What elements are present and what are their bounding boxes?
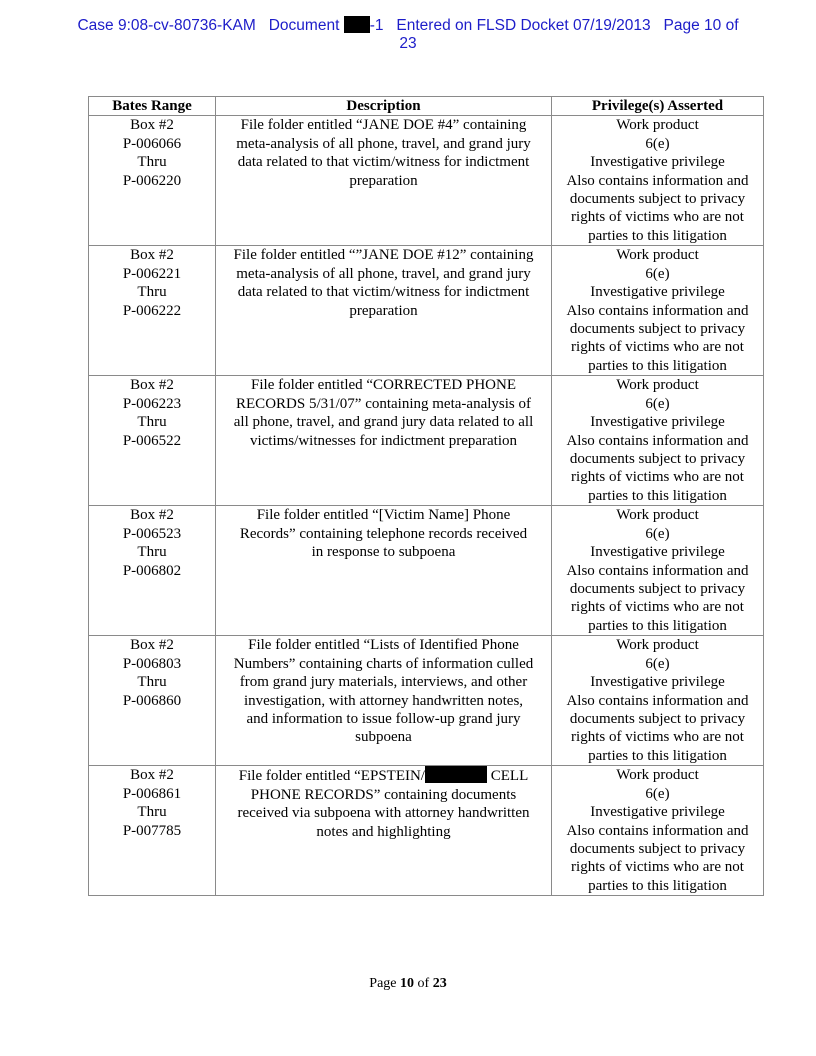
privilege-line: Investigative privilege xyxy=(590,804,725,821)
description-line: File folder entitled “Lists of Identified Phone xyxy=(248,637,519,654)
bates-line: P-006220 xyxy=(122,172,182,189)
description-line: File folder entitled “[Victim Name] Phone xyxy=(256,507,511,524)
privilege-line: Work product xyxy=(616,377,699,394)
table-row xyxy=(89,506,764,636)
privilege-line: Investigative privilege xyxy=(590,674,725,691)
bates-line: P-006066 xyxy=(122,135,182,152)
bates-cell xyxy=(89,246,216,376)
document-label: Document xyxy=(268,17,340,34)
description-line: notes and highlighting xyxy=(316,823,451,840)
footer-prefix: Page xyxy=(369,976,397,991)
privilege-line: Also contains information and xyxy=(566,692,749,709)
redaction-box xyxy=(344,16,370,33)
privilege-line: rights of victims who are not xyxy=(571,859,744,876)
description-line: preparation xyxy=(349,302,418,319)
privilege-line: Work product xyxy=(616,767,699,784)
bates-line: P-006222 xyxy=(122,302,182,319)
description-cell xyxy=(216,506,552,636)
privilege-line: 6(e) xyxy=(645,785,670,802)
footer-current-page: 10 xyxy=(400,976,415,991)
description-cell xyxy=(216,116,552,246)
description-line: from grand jury materials, interviews, and other xyxy=(239,674,528,691)
footer-of: of xyxy=(417,976,430,991)
bates-line: Thru xyxy=(137,674,167,691)
privileges-cell xyxy=(552,246,764,376)
bates-cell xyxy=(89,506,216,636)
privilege-line: 6(e) xyxy=(645,395,670,412)
bates-cell xyxy=(89,766,216,896)
privilege-line: Work product xyxy=(616,117,699,134)
privilege-line: rights of victims who are not xyxy=(571,469,744,486)
page-total: 23 xyxy=(399,35,417,52)
bates-line: Thru xyxy=(137,284,167,301)
privilege-line: parties to this litigation xyxy=(588,227,727,244)
description-line: investigation, with attorney handwritten notes, xyxy=(243,692,524,709)
description-cell xyxy=(216,766,552,896)
description-line: data related to that victim/witness for indictment xyxy=(237,284,530,301)
redaction-box xyxy=(425,766,487,783)
privilege-line: Work product xyxy=(616,507,699,524)
column-header-privileges: Privilege(s) Asserted xyxy=(552,97,764,116)
bates-line: P-006802 xyxy=(122,562,182,579)
privilege-line: Also contains information and xyxy=(566,562,749,579)
privilege-line: Also contains information and xyxy=(566,432,749,449)
table-header-row xyxy=(89,97,764,116)
description-line: data related to that victim/witness for indictment xyxy=(237,154,530,171)
bates-line: P-006221 xyxy=(122,265,182,282)
privileges-cell xyxy=(552,766,764,896)
privilege-line: parties to this litigation xyxy=(588,357,727,374)
entered-date: Entered on FLSD Docket 07/19/2013 xyxy=(396,17,651,34)
column-header-description: Description xyxy=(216,97,552,116)
bates-cell xyxy=(89,116,216,246)
bates-line: Thru xyxy=(137,414,167,431)
bates-line: P-007785 xyxy=(122,822,182,839)
description-line xyxy=(218,766,549,785)
bates-line: Box #2 xyxy=(130,377,174,394)
privilege-line: 6(e) xyxy=(645,265,670,282)
bates-line: Thru xyxy=(137,544,167,561)
bates-line: Box #2 xyxy=(130,247,174,264)
page-footer xyxy=(0,976,816,992)
privilege-line: Investigative privilege xyxy=(590,414,725,431)
description-line: Records” containing telephone records received xyxy=(239,525,528,542)
privilege-line: Work product xyxy=(616,247,699,264)
case-number: Case 9:08-cv-80736-KAM xyxy=(77,17,256,34)
bates-line: P-006860 xyxy=(122,692,182,709)
column-header-bates: Bates Range xyxy=(89,97,216,116)
privilege-line: 6(e) xyxy=(645,525,670,542)
privilege-line: Work product xyxy=(616,637,699,654)
description-line: PHONE RECORDS” containing documents xyxy=(250,786,517,803)
description-line: Numbers” containing charts of information culled xyxy=(233,655,534,672)
bates-line: P-006223 xyxy=(122,395,182,412)
privileges-cell xyxy=(552,116,764,246)
privilege-line: documents subject to privacy xyxy=(569,711,746,728)
bates-line: Thru xyxy=(137,154,167,171)
bates-line: P-006522 xyxy=(122,432,182,449)
privilege-line: Investigative privilege xyxy=(590,154,725,171)
bates-line: Thru xyxy=(137,804,167,821)
bates-line: Box #2 xyxy=(130,637,174,654)
privilege-line: rights of victims who are not xyxy=(571,209,744,226)
privilege-line: documents subject to privacy xyxy=(569,321,746,338)
bates-cell xyxy=(89,636,216,766)
bates-line: Box #2 xyxy=(130,507,174,524)
description-line: File folder entitled “”JANE DOE #12” containing xyxy=(233,247,534,264)
description-cell xyxy=(216,376,552,506)
privileges-cell xyxy=(552,636,764,766)
page-indicator: Page 10 of xyxy=(663,17,739,34)
privilege-line: documents subject to privacy xyxy=(569,451,746,468)
privileges-cell xyxy=(552,506,764,636)
bates-line: P-006803 xyxy=(122,655,182,672)
privilege-line: parties to this litigation xyxy=(588,487,727,504)
bates-line: Box #2 xyxy=(130,767,174,784)
description-text: CELL xyxy=(490,768,529,785)
description-line: meta-analysis of all phone, travel, and grand jury xyxy=(236,135,531,152)
bates-line: Box #2 xyxy=(130,117,174,134)
description-line: File folder entitled “CORRECTED PHONE xyxy=(251,377,516,394)
document-suffix: -1 xyxy=(369,17,384,34)
description-line: all phone, travel, and grand jury data related to all xyxy=(233,414,534,431)
privilege-log-table xyxy=(88,96,764,896)
table-row xyxy=(89,376,764,506)
privilege-line: rights of victims who are not xyxy=(571,599,744,616)
privilege-line: parties to this litigation xyxy=(588,877,727,894)
description-line: victims/witnesses for indictment preparation xyxy=(249,432,518,449)
privilege-line: parties to this litigation xyxy=(588,617,727,634)
bates-line: P-006861 xyxy=(122,785,182,802)
privilege-line: 6(e) xyxy=(645,655,670,672)
footer-total-pages: 23 xyxy=(432,976,447,991)
privilege-line: Also contains information and xyxy=(566,302,749,319)
docket-header xyxy=(40,16,776,53)
description-cell xyxy=(216,636,552,766)
bates-line: P-006523 xyxy=(122,525,182,542)
description-line: and information to issue follow-up grand jury xyxy=(246,711,521,728)
privilege-line: rights of victims who are not xyxy=(571,729,744,746)
privilege-line: Investigative privilege xyxy=(590,284,725,301)
description-cell xyxy=(216,246,552,376)
privilege-line: Also contains information and xyxy=(566,172,749,189)
description-line: RECORDS 5/31/07” containing meta-analysis of xyxy=(236,395,531,412)
privileges-cell xyxy=(552,376,764,506)
privilege-line: 6(e) xyxy=(645,135,670,152)
table-row xyxy=(89,636,764,766)
description-line: subpoena xyxy=(355,729,412,746)
privilege-line: rights of victims who are not xyxy=(571,339,744,356)
privilege-line: documents subject to privacy xyxy=(569,841,746,858)
privilege-line: documents subject to privacy xyxy=(569,191,746,208)
description-text: File folder entitled “EPSTEIN/ xyxy=(238,768,425,785)
privilege-line: documents subject to privacy xyxy=(569,581,746,598)
description-line: in response to subpoena xyxy=(311,544,456,561)
table-row xyxy=(89,246,764,376)
description-line: File folder entitled “JANE DOE #4” containing xyxy=(240,117,527,134)
privilege-line: parties to this litigation xyxy=(588,747,727,764)
description-line: preparation xyxy=(349,172,418,189)
privilege-line: Also contains information and xyxy=(566,822,749,839)
bates-cell xyxy=(89,376,216,506)
table-row xyxy=(89,766,764,896)
privilege-line: Investigative privilege xyxy=(590,544,725,561)
description-line: received via subpoena with attorney handwritten xyxy=(237,805,530,822)
table-row xyxy=(89,116,764,246)
description-line: meta-analysis of all phone, travel, and grand jury xyxy=(236,265,531,282)
